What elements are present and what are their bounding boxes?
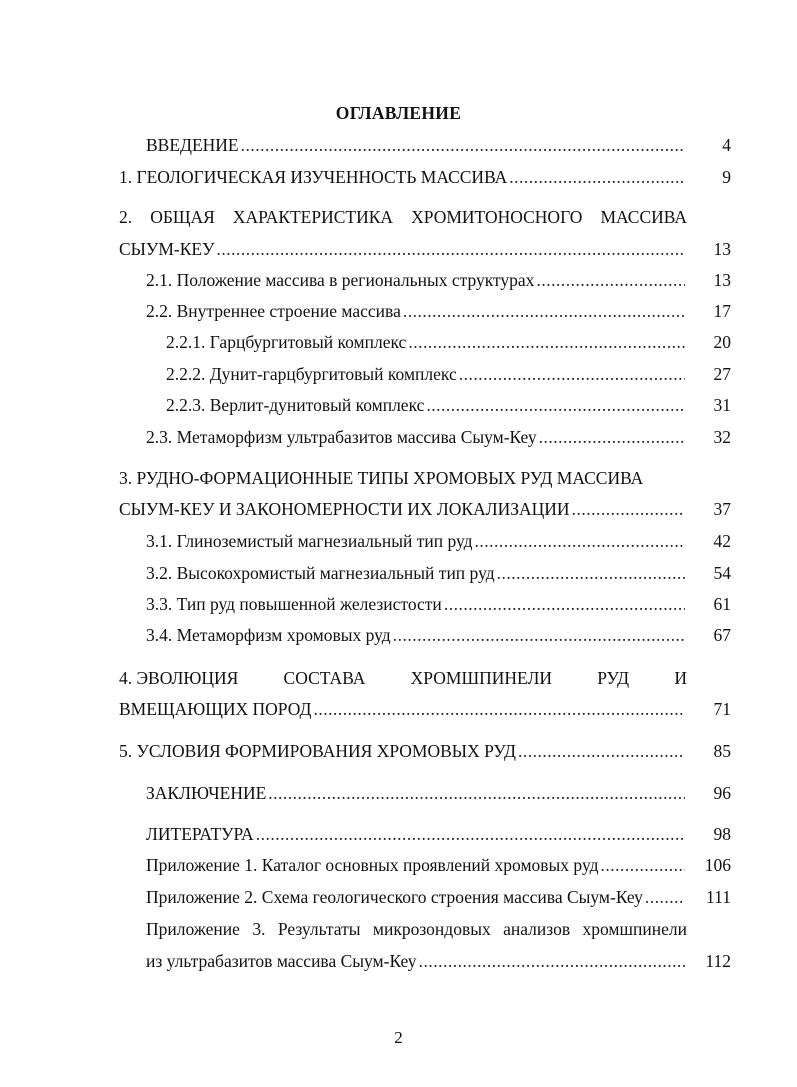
toc-page-number: 71 — [713, 699, 731, 719]
toc-page-number: 98 — [713, 824, 731, 844]
toc-entry-section-2-1[interactable] — [146, 268, 731, 292]
toc-page-number: 61 — [713, 594, 731, 614]
toc-page-number: 31 — [713, 395, 731, 415]
toc-word: И — [674, 668, 687, 688]
leader-dots — [444, 592, 685, 616]
toc-word: микрозондовых — [372, 919, 491, 939]
toc-page-number: 27 — [713, 364, 731, 384]
toc-page-number: 96 — [713, 783, 731, 803]
toc-page-number: 112 — [705, 951, 731, 971]
toc-label: 2.2.3. Верлит-дунитовый комплекс — [166, 395, 425, 415]
toc-word: ХРОМИТОНОСНОГО — [411, 207, 583, 227]
toc-entry-section-3-1[interactable] — [146, 529, 731, 553]
toc-label: ЛИТЕРАТУРА — [146, 824, 254, 844]
toc-page-number: 37 — [713, 499, 731, 519]
toc-label: из ультрабазитов массива Сыум-Кеу — [146, 951, 417, 971]
toc-entry-chapter-2-line-1[interactable] — [119, 205, 687, 229]
leader-dots — [408, 330, 685, 354]
toc-word: ХРОМШПИНЕЛИ — [410, 668, 552, 688]
page-number: 2 — [394, 1028, 403, 1047]
toc-label: 5. УСЛОВИЯ ФОРМИРОВАНИЯ ХРОМОВЫХ РУД — [119, 741, 516, 761]
toc-title: ОГЛАВЛЕНИЕ — [335, 103, 462, 123]
toc-entry-chapter-3-line-2[interactable] — [119, 497, 731, 521]
toc-word: Результаты — [277, 919, 361, 939]
leader-dots — [475, 529, 685, 553]
toc-label: 1. ГЕОЛОГИЧЕСКАЯ ИЗУЧЕННОСТЬ МАССИВА — [119, 167, 508, 187]
leader-dots — [459, 362, 685, 386]
toc-entry-conclusion[interactable] — [146, 781, 731, 805]
toc-word: анализов — [503, 919, 571, 939]
leader-dots — [403, 299, 685, 323]
toc-word: ОБЩАЯ — [150, 207, 215, 227]
toc-page-number: 32 — [713, 427, 731, 447]
leader-dots — [509, 165, 685, 189]
toc-page-number: 106 — [704, 855, 731, 875]
toc-page-number: 20 — [713, 332, 731, 352]
toc-entry-literature[interactable] — [146, 822, 731, 846]
leader-dots — [216, 237, 685, 261]
toc-entry-section-2-2[interactable] — [146, 299, 731, 323]
leader-dots — [572, 497, 685, 521]
toc-word: Приложение — [146, 919, 240, 939]
leader-dots — [536, 268, 685, 292]
toc-entry-chapter-5[interactable] — [119, 739, 731, 763]
toc-label: 3. РУДНО-ФОРМАЦИОННЫЕ ТИПЫ ХРОМОВЫХ РУД МАССИВА — [119, 468, 644, 488]
leader-dots — [539, 425, 685, 449]
toc-label: 3.1. Глиноземистый магнезиальный тип руд — [146, 531, 473, 551]
toc-label: 2.2.1. Гарцбургитовый комплекс — [166, 332, 407, 352]
toc-entry-section-2-3[interactable] — [146, 425, 731, 449]
toc-entry-appendix-2[interactable] — [146, 885, 731, 909]
toc-entry-chapter-4-line-1[interactable] — [119, 666, 687, 690]
toc-entry-section-2-2-2[interactable] — [166, 362, 731, 386]
toc-word: 3. — [252, 919, 266, 939]
toc-entry-intro[interactable] — [146, 133, 731, 157]
toc-label: СЫУМ-КЕУ И ЗАКОНОМЕРНОСТИ ИХ ЛОКАЛИЗАЦИИ — [119, 499, 570, 519]
toc-label: 3.2. Высокохромистый магнезиальный тип руд — [146, 563, 495, 583]
toc-word: 2. — [119, 207, 133, 227]
leader-dots — [256, 822, 685, 846]
toc-entry-section-2-2-1[interactable] — [166, 330, 731, 354]
toc-label: ВМЕЩАЮЩИХ ПОРОД — [119, 699, 312, 719]
leader-dots — [426, 393, 685, 417]
toc-word: ХАРАКТЕРИСТИКА — [232, 207, 394, 227]
toc-label: ВВЕДЕНИЕ — [146, 135, 239, 155]
toc-entry-section-3-2[interactable] — [146, 561, 731, 585]
toc-page-number: 13 — [713, 270, 731, 290]
toc-word: хромшпинели — [582, 919, 687, 939]
toc-entry-section-3-3[interactable] — [146, 592, 731, 616]
toc-page-number: 67 — [713, 625, 731, 645]
leader-dots — [518, 739, 685, 763]
toc-entry-section-2-2-3[interactable] — [166, 393, 731, 417]
toc-label: Приложение 1. Каталог основных проявлений хромовых руд — [146, 855, 599, 875]
toc-entry-chapter-1[interactable] — [119, 165, 731, 189]
toc-page-number: 17 — [713, 301, 731, 321]
leader-dots — [241, 133, 685, 157]
toc-entry-chapter-4-line-2[interactable] — [119, 697, 731, 721]
toc-word: 4. ЭВОЛЮЦИЯ — [119, 668, 239, 688]
toc-page-number: 13 — [713, 239, 731, 259]
toc-word: МАССИВА — [600, 207, 687, 227]
toc-entry-appendix-3-line-2[interactable] — [146, 949, 731, 973]
toc-label: СЫУМ-КЕУ — [119, 239, 215, 259]
toc-page-number: 85 — [713, 741, 731, 761]
toc-page-number: 111 — [706, 887, 731, 907]
leader-dots — [419, 949, 685, 973]
toc-entry-section-3-4[interactable] — [146, 623, 731, 647]
toc-entry-appendix-1[interactable] — [146, 853, 731, 877]
toc-label: 2.2.2. Дунит-гарцбургитовый комплекс — [166, 364, 457, 384]
toc-page-number: 9 — [722, 167, 731, 187]
toc-entry-appendix-3-line-1[interactable] — [146, 917, 687, 941]
leader-dots — [645, 885, 685, 909]
toc-page-number: 42 — [713, 531, 731, 551]
toc-label: 2.1. Положение массива в региональных структурах — [146, 270, 535, 290]
toc-page-number: 54 — [713, 563, 731, 583]
toc-label: 2.3. Метаморфизм ультрабазитов массива Сыум-Кеу — [146, 427, 537, 447]
toc-label: 3.4. Метаморфизм хромовых руд — [146, 625, 391, 645]
leader-dots — [601, 853, 686, 877]
leader-dots — [268, 781, 685, 805]
leader-dots — [393, 623, 685, 647]
toc-entry-chapter-3-line-1[interactable] — [119, 466, 643, 490]
leader-dots — [497, 561, 685, 585]
toc-page-number: 4 — [722, 135, 731, 155]
toc-word: РУД — [597, 668, 630, 688]
toc-word: СОСТАВА — [283, 668, 366, 688]
leader-dots — [313, 697, 685, 721]
toc-entry-chapter-2-line-2[interactable] — [119, 237, 731, 261]
toc-label: 2.2. Внутреннее строение массива — [146, 301, 401, 321]
toc-label: ЗАКЛЮЧЕНИЕ — [146, 783, 267, 803]
toc-label: Приложение 2. Схема геологического строения массива Сыум-Кеу — [146, 887, 643, 907]
toc-label: 3.3. Тип руд повышенной железистости — [146, 594, 442, 614]
